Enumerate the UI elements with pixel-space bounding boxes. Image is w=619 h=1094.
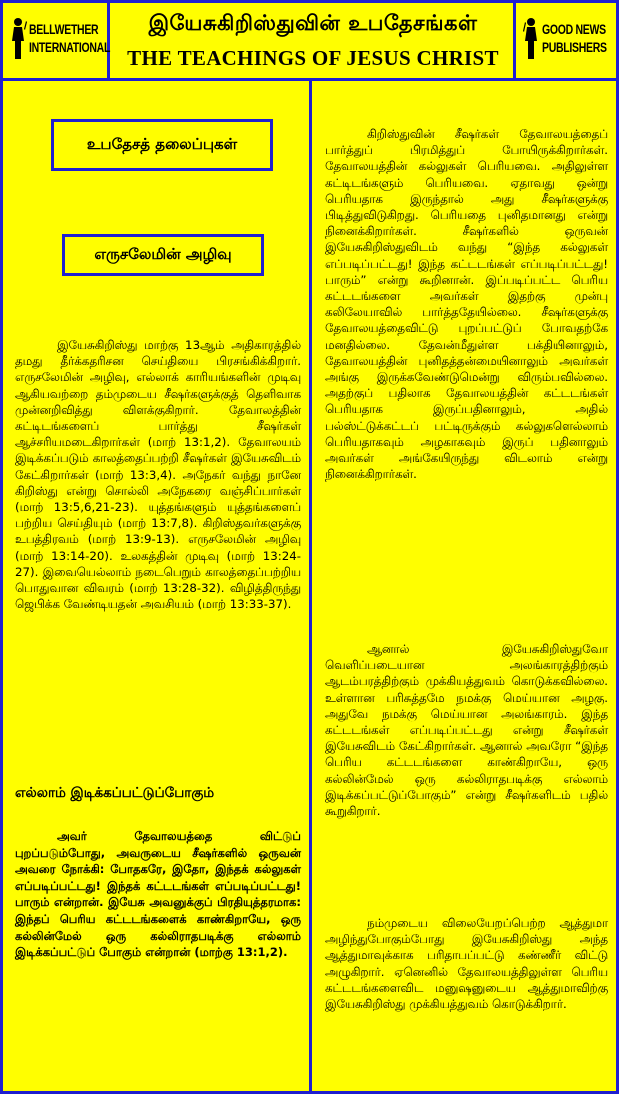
bellwether-logo [9, 17, 110, 61]
section-heading: எல்லாம் இடிக்கப்பட்டுப்போகும் [15, 785, 215, 801]
good-news-logo [522, 17, 607, 61]
right-paragraph-2-text: ஆனால் இயேசுகிறிஸ்துவோ வெளிப்படையான அலங்காரத்திற்கும் ஆடம்பரத்திற்கும் முக்கியத்துவம் கொடுக்கவில்லை. உள்ளான பரிசுத்தமே நமக்கு மெய்யான அழகு. அதுவே நமக்கு மெய்யான அலங்காரம். இந்த கட்டடங்கள் எப்படிப்பட்டது என்று சீஷர்கள் இயேசுவிடம் கேட்கிறார்கள். ஆனால் அவரோ “இந்த பெரிய கட்டடங்களை காண்கிறாயே, ஒரு கல்லின்மேல் ஒரு கல்லிராதபடிக்கு எல்லாம் இடிக்கப்பட்டுப்போகும்” என்று சீஷர்களிடம் பதில் கூறுகிறார். [325, 642, 608, 819]
right-paragraph-3-text: நம்முடைய விலையேறப்பெற்ற ஆத்துமா அழிந்துபோகும்போது இயேசுகிறிஸ்து அந்த ஆத்துமாவுக்காக பரிதாபப்பட்டு கண்ணீர் விட்டு அழுகிறார். ஏனெனில் தேவாலயத்திலுள்ள பெரிய கட்டடங்களைவிட மனுஷனுடைய ஆத்துமாவிற்கு இயேசுகிறிஸ்து முக்கியத்துவம் கொடுக்கிறார். [325, 916, 608, 1012]
good-news-figure-icon [522, 17, 540, 61]
page-title-tamil: இயேசுகிறிஸ்துவின் உபதேசங்கள் [148, 11, 478, 35]
bellwether-figure-icon [9, 17, 27, 61]
destruction-heading-box: எருசலேமின் அழிவு [62, 234, 264, 276]
logo-left-line1: BELLWETHER [29, 22, 99, 38]
right-paragraph-1-text: கிறிஸ்துவின் சீஷர்கள் தேவாலயத்தைப் பார்த்துப் பிரமித்துப் போயிருக்கிறார்கள். தேவாலயத்தின் கல்லுகள் பெரியவை. அதிலுள்ள கட்டிடங்களும் பெரியவை. ஏதாவது ஒன்று பெரியதாக இருந்தால் அது சீஷர்களுக்கு பிடித்துவிடுகிறது. பெரியதை புனிதமானது என்று நினைக்கிறார்கள். சீஷர்களில் ஒருவன் இயேசுகிறிஸ்துவிடம் வந்து “இந்த கல்லுகள் எப்படிப்பட்டது! இந்த கட்டடங்கள் எப்படிப்பட்டது! பாரும்” என்று கூறினான். இப்படிப்பட்ட பெரிய கட்டடங்களை அவர்கள் இதற்கு முன்பு கலிலேயாவில் பார்த்ததேயில்லை. சீஷர்களுக்கு தேவாலயத்தைவிட்டு புறப்பட்டுப் போவதற்கே மனதில்லை. தேவன்மீதுள்ள பக்தியினாலும், தேவாலயத்தின் புனிதத்தன்மையினாலும் அவர்கள் அங்கு இருக்கவேண்டுமென்று விரும்பவில்லை. அதற்குப் பதிலாக தேவாலயத்தின் கட்டடங்கள் பெரியதாக இருப்பதினாலும், அதில் பல்ஸ்ட்டுக்கட்டப் பட்டிருக்கும் கல்லுகளெல்லாம் பெரியதாகவும் அழகாகவும் இருப் பதினாலும் அவர்கள் அங்கேயிருந்து விடலாம் என்று நினைக்கிறார்கள். [325, 127, 608, 482]
right-paragraph-2 [325, 641, 608, 819]
header-titles [113, 3, 513, 78]
page-header [3, 3, 616, 81]
logo-right-line1: GOOD NEWS [542, 22, 606, 38]
right-logo-panel [513, 3, 616, 78]
page-title-english: THE TEACHINGS OF JESUS CHRIST [127, 46, 499, 70]
scripture-quote: அவர் தேவாலயத்தை விட்டுப் புறப்படும்போது, அவருடைய சீஷர்களில் ஒருவன் அவரை நோக்கி: போதகரே, இதோ, இந்தக் கல்லுகள் எப்படிப்பட்டது! இந்தக் கட்டடங்கள் எப்படிப்பட்டது! பாரும் என்றான். இயேசு அவனுக்குப் பிரதியுத்தரமாக: இந்தப் பெரிய கட்டடங்களைக் காண்கிறாயே, ஒரு கல்லின்மேல் ஒரு கல்லிராதபடிக்கு எல்லாம் இடிக்கப்பட்டுப் போகும் என்றான் (மாற்கு 13:1,2). [15, 829, 301, 960]
logo-left-line2: INTERNATIONAL [29, 40, 111, 56]
left-column [3, 81, 309, 1091]
left-paragraph-2 [15, 828, 301, 961]
left-logo-panel [3, 3, 110, 78]
topics-heading-box: உபதேசத் தலைப்புகள் [51, 119, 273, 171]
left-paragraph-1 [15, 337, 301, 612]
right-paragraph-1 [325, 126, 608, 482]
logo-right-line2: PUBLISHERS [542, 40, 607, 56]
right-paragraph-3 [325, 915, 608, 1012]
right-column [312, 81, 616, 1091]
left-paragraph-1-text: இயேசுகிறிஸ்து மாற்கு 13ஆம் அதிகாரத்தில் தமது தீர்க்கதரிசன செய்தியை பிரசங்கிக்கிறார். எருசலேமின் அழிவு, எல்லாக் காரியங்களின் முடிவு ஆகியவற்றை தம்முடைய சீஷர்களுக்குத் தெளிவாக முன்னறிவித்து விளக்குகிறார். தேவாலத்தின் கட்டிடங்களைப் பார்த்து சீஷர்கள் ஆச்சரியமடைகிறார்கள் (மாற் 13:1,2). தேவாலயம் இடிக்கப்படும் காலத்தைப்பற்றி சீஷர்கள் இயேசுவிடம் கேட்கிறார்கள் (மாற் 13:3,4). அநேகர் வந்து நானே கிறிஸ்து என்று சொல்லி அநேகரை வஞ்சிப்பார்கள் (மாற் 13:5,6,21-23). யுத்தங்களும் யுத்தங்களைப் பற்றிய செய்தியும் (மாற் 13:7,8). கிறிஸ்தவர்களுக்கு உபத்திரவம் (மாற் 13:9-13). எருசலேமின் அழிவு (மாற் 13:14-20). உலகத்தின் முடிவு (மாற் 13:24-27). இவையெல்லாம் நடைபெறும் காலத்தைப்பற்றிய பொதுவான விவரம் (மாற் 13:28-32). விழித்திருந்து ஜெபிக்க வேண்டியதன் அவசியம் (மாற் 13:33-37). [15, 338, 301, 612]
